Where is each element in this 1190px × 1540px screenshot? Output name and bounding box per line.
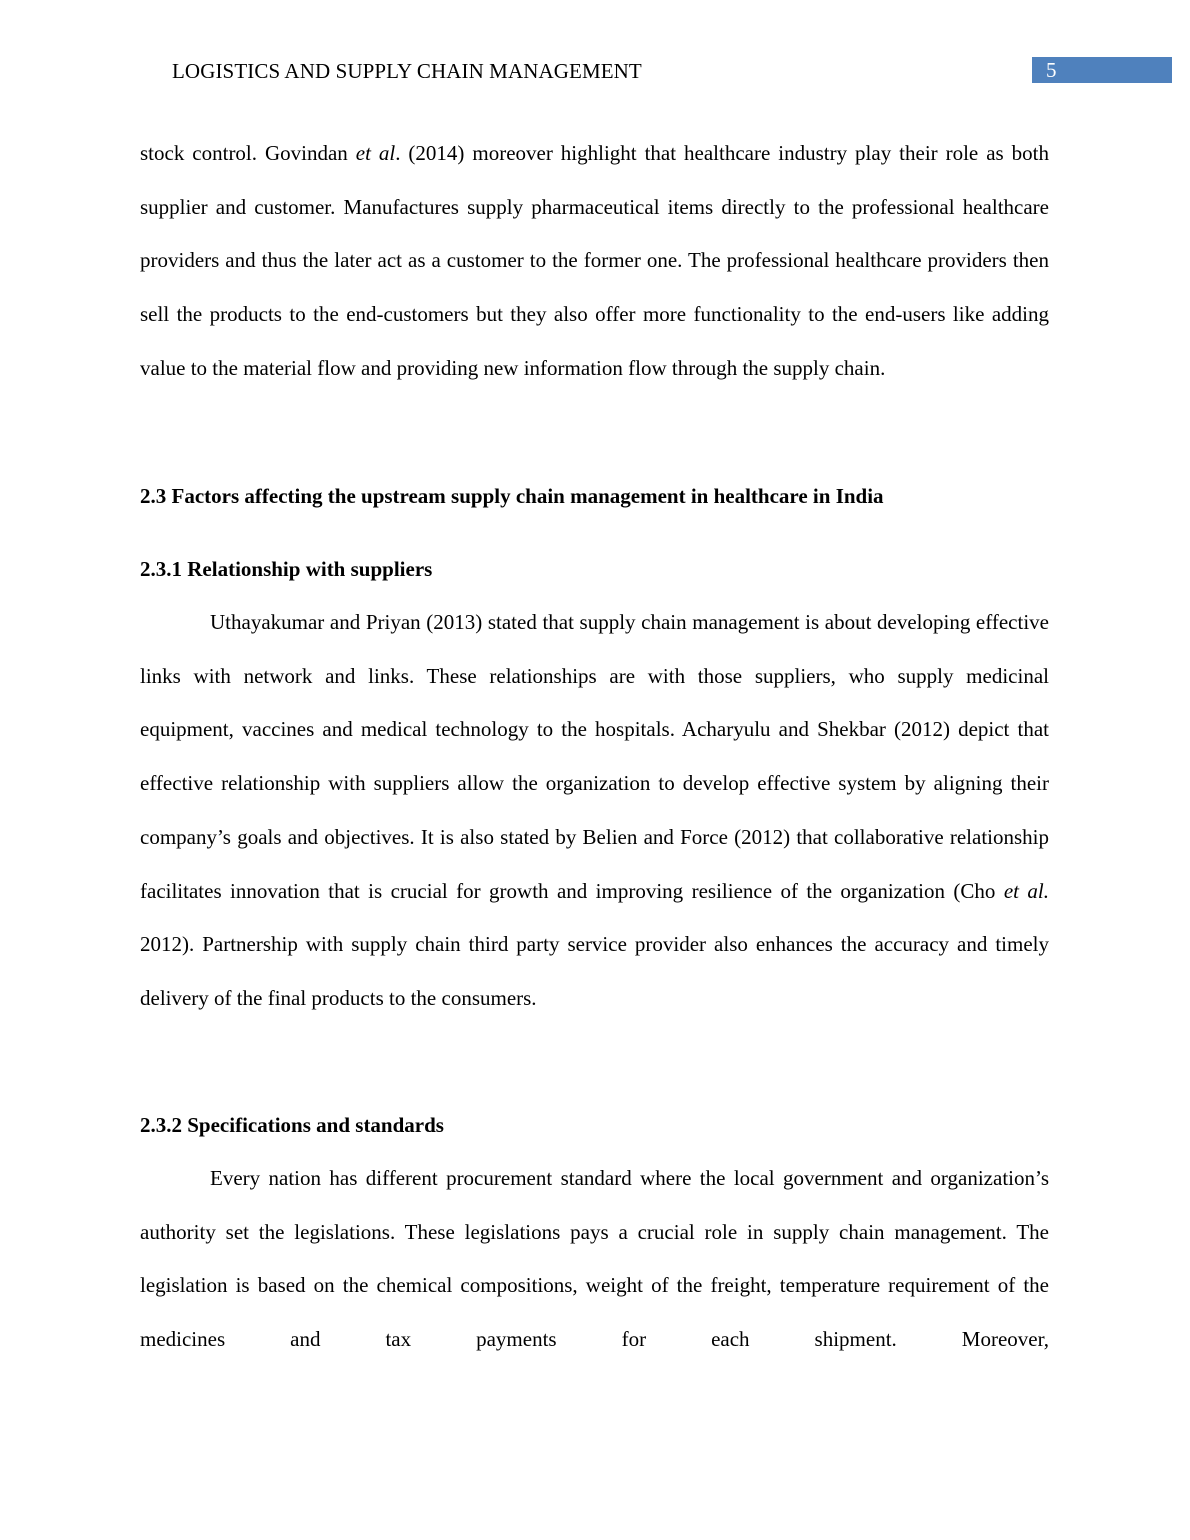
- paragraph-text: . (2014) moreover highlight that healthcare industry play their role as both supplier and customer. Manufactures supply pharmaceutical items directly to the professional healthcare providers and thus the later act as a customer to the former one. The professional healthcare providers then sell the products to the end-customers but they also offer more functionality to the end-users like adding value to the material flow and providing new information flow through the supply chain.: [140, 141, 1049, 380]
- subsection-heading-2-3-1: 2.3.1 Relationship with suppliers: [140, 557, 433, 581]
- section-heading-2-3: 2.3 Factors affecting the upstream supply chain management in healthcare in India: [140, 484, 884, 508]
- running-head-title: LOGISTICS AND SUPPLY CHAIN MANAGEMENT: [172, 59, 642, 83]
- subsection-heading-2-3-2: 2.3.2 Specifications and standards: [140, 1113, 444, 1137]
- paragraph-healthcare-roles: [140, 127, 1049, 396]
- citation-italic: et al.: [1003, 878, 1049, 903]
- citation-italic: et al: [355, 141, 396, 165]
- paragraph-text: Uthayakumar and Priyan (2013) stated that supply chain management is about developing effective links with network and links. These relationships are with those suppliers, who supply medicinal equipment, vaccines and medical technology to the hospitals. Acharyulu and Shekbar (2012) depict that effective relationship with suppliers allow the organization to develop effective system by aligning their company’s goals and objectives. It is also stated by Belien and Force (2012) that collaborative relationship facilitates innovation that is crucial for growth and improving resilience of the organization (Cho: [140, 610, 1049, 903]
- page-number-badge: [1032, 57, 1172, 83]
- paragraph-text: 2012). Partnership with supply chain third party service provider also enhances the accuracy and timely delivery of the final products to the consumers.: [140, 932, 1049, 1010]
- paragraph-text: stock control. Govindan: [140, 141, 356, 165]
- page-number: 5: [1046, 58, 1057, 82]
- paragraph-specifications-standards: Every nation has different procurement standard where the local government and organization’s authority set the legislations. These legislations pays a crucial role in supply chain management. The legislation is based on the chemical compositions, weight of the freight, temperature requirement of the medicines and tax payments for each shipment. Moreover,: [140, 1166, 1049, 1352]
- paragraph-relationship-suppliers: [140, 596, 1049, 1026]
